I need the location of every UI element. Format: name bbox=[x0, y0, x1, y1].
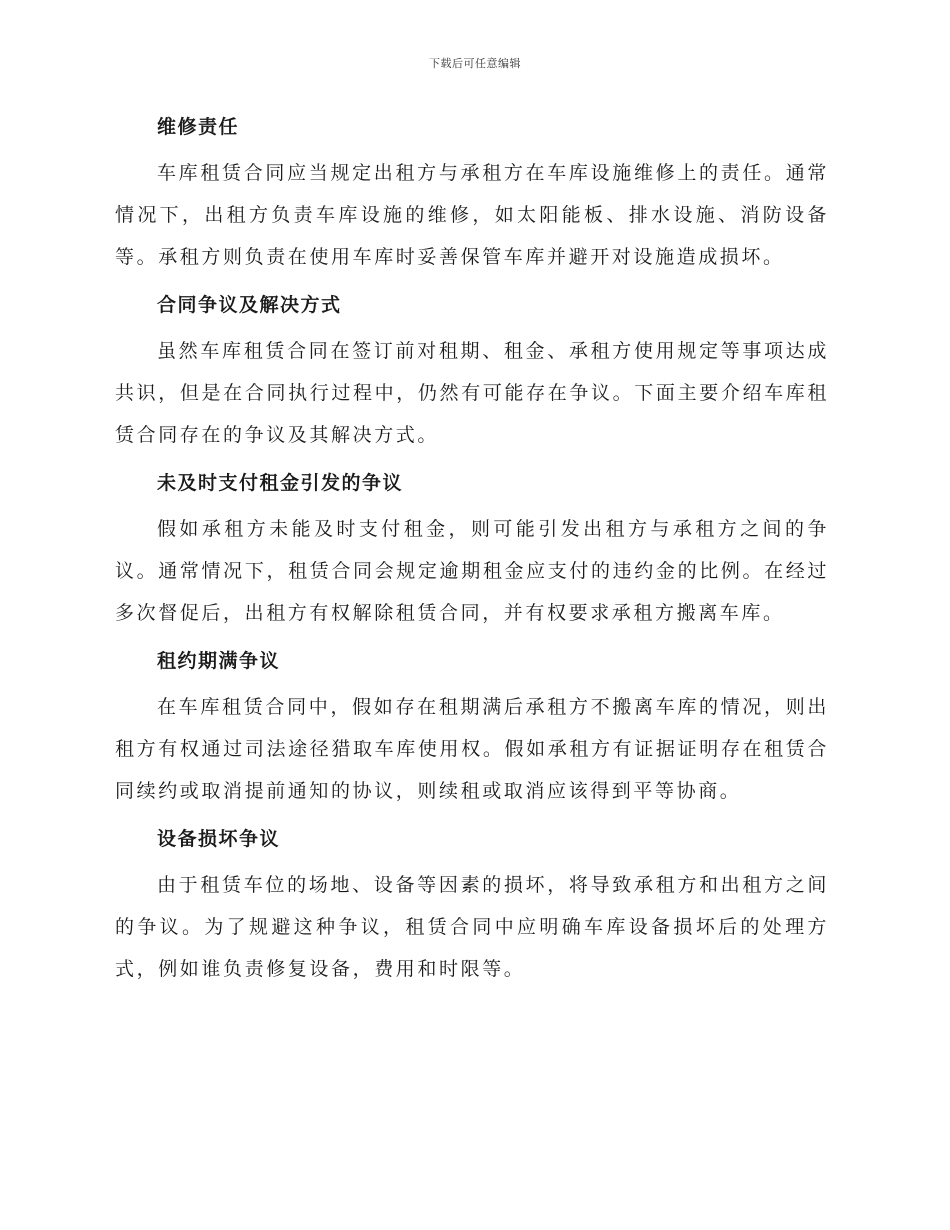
section-heading-repair: 维修责任 bbox=[157, 116, 240, 138]
document-body bbox=[115, 108, 829, 998]
section-body-equipment-damage: 由于租赁车位的场地、设备等因素的损坏，将导致承租方和出租方之间的争议。为了规避这种争议，租赁合同中应明确车库设备损坏后的处理方式，例如谁负责修复设备，费用和时限等。 bbox=[115, 874, 829, 980]
section-body-disputes: 虽然车库租赁合同在签订前对租期、租金、承租方使用规定等事项达成共识，但是在合同执行过程中，仍然有可能存在争议。下面主要介绍车库租赁合同存在的争议及其解决方式。 bbox=[115, 340, 829, 446]
page-header-note: 下载后可任意编辑 bbox=[429, 57, 521, 70]
section-heading-equipment-damage: 设备损坏争议 bbox=[157, 828, 281, 850]
section-heading-late-rent: 未及时支付租金引发的争议 bbox=[157, 472, 404, 494]
section-heading-disputes: 合同争议及解决方式 bbox=[157, 294, 342, 316]
section-body-late-rent: 假如承租方未能及时支付租金，则可能引发出租方与承租方之间的争议。通常情况下，租赁合同会规定逾期租金应支付的违约金的比例。在经过多次督促后，出租方有权解除租赁合同，并有权要求承租方搬离车库。 bbox=[115, 518, 829, 624]
section-body-lease-expiry: 在车库租赁合同中，假如存在租期满后承租方不搬离车库的情况，则出租方有权通过司法途径猎取车库使用权。假如承租方有证据证明存在租赁合同续约或取消提前通知的协议，则续租或取消应该得到平等协商。 bbox=[115, 696, 829, 802]
section-body-repair: 车库租赁合同应当规定出租方与承租方在车库设施维修上的责任。通常情况下，出租方负责车库设施的维修，如太阳能板、排水设施、消防设备等。承租方则负责在使用车库时妥善保管车库并避开对设施造成损坏。 bbox=[115, 162, 829, 268]
section-heading-lease-expiry: 租约期满争议 bbox=[157, 650, 281, 672]
